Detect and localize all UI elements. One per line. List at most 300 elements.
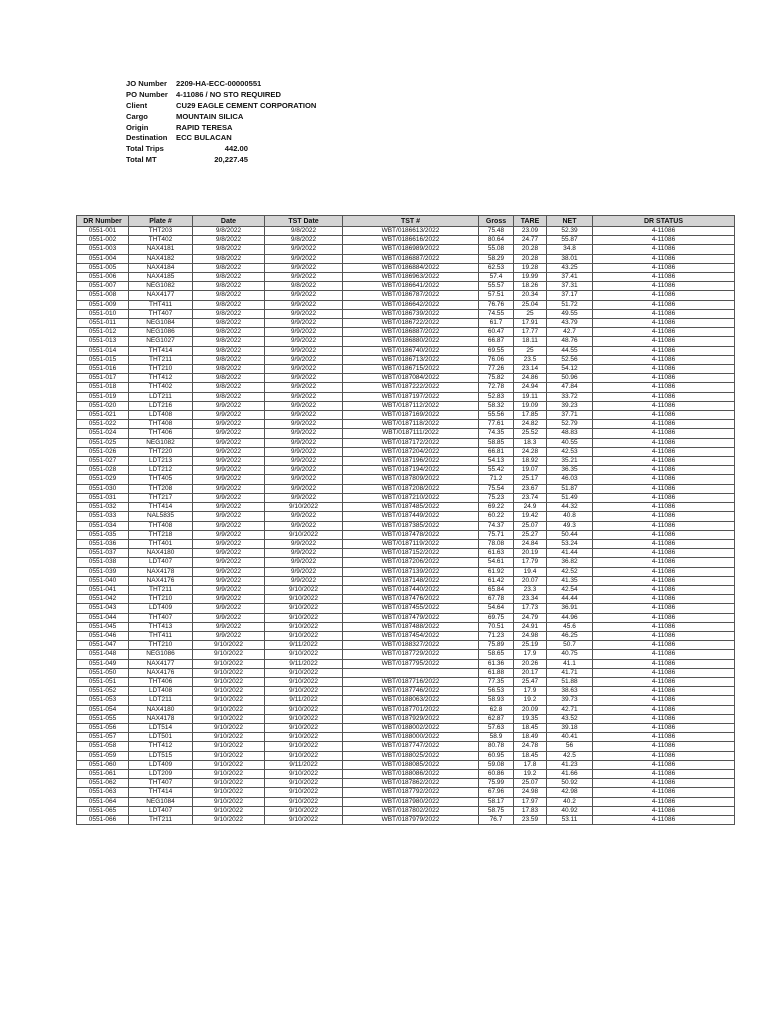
table-cell: 60.95 xyxy=(479,751,514,760)
table-cell: 23.74 xyxy=(514,493,547,502)
summary-label: Destination xyxy=(126,133,168,143)
table-cell: 0551-044 xyxy=(77,613,129,622)
table-cell: 57.4 xyxy=(479,273,514,282)
table-cell: 40.2 xyxy=(547,797,593,806)
table-cell: WBT/0186641/2022 xyxy=(343,282,479,291)
table-cell: 9/8/2022 xyxy=(193,355,265,364)
table-cell: WBT/0186963/2022 xyxy=(343,273,479,282)
table-cell: 42.53 xyxy=(547,447,593,456)
table-cell: 23.3 xyxy=(514,585,547,594)
column-header: TST # xyxy=(343,216,479,227)
table-row xyxy=(77,521,735,530)
column-header: TST Date xyxy=(265,216,343,227)
table-cell: 9/9/2022 xyxy=(193,576,265,585)
table-cell: LDT212 xyxy=(129,466,193,475)
table-cell: 4-11086 xyxy=(593,641,735,650)
table-cell: 0551-016 xyxy=(77,365,129,374)
table-cell: THT408 xyxy=(129,521,193,530)
table-cell: 17.85 xyxy=(514,411,547,420)
table-cell: 45.6 xyxy=(547,622,593,631)
table-cell: WBT/0187222/2022 xyxy=(343,383,479,392)
table-cell: 48.83 xyxy=(547,429,593,438)
table-cell: WBT/0187084/2022 xyxy=(343,374,479,383)
table-cell: 9/10/2022 xyxy=(193,769,265,778)
table-row xyxy=(77,723,735,732)
summary-value: MOUNTAIN SILICA xyxy=(176,111,244,121)
table-cell: 23.09 xyxy=(514,227,547,236)
table-cell: 25.04 xyxy=(514,300,547,309)
table-cell: 35.21 xyxy=(547,457,593,466)
table-cell: 9/9/2022 xyxy=(265,576,343,585)
table-cell: 9/8/2022 xyxy=(193,245,265,254)
table-cell: 9/9/2022 xyxy=(265,549,343,558)
table-cell: THT217 xyxy=(129,493,193,502)
table-cell: 9/10/2022 xyxy=(193,696,265,705)
table-cell: 44.32 xyxy=(547,503,593,512)
table-cell: 9/9/2022 xyxy=(193,420,265,429)
table-cell: 51.49 xyxy=(547,493,593,502)
table-row xyxy=(77,392,735,401)
table-cell: 4-11086 xyxy=(593,797,735,806)
table-cell: 37.31 xyxy=(547,282,593,291)
table-cell: 9/8/2022 xyxy=(193,236,265,245)
table-cell: 61.63 xyxy=(479,549,514,558)
table-cell: WBT/0187118/2022 xyxy=(343,420,479,429)
table-cell: 9/10/2022 xyxy=(193,659,265,668)
table-cell: THT210 xyxy=(129,641,193,650)
table-cell: 80.78 xyxy=(479,742,514,751)
table-cell: 38.01 xyxy=(547,254,593,263)
table-cell: 9/11/2022 xyxy=(265,641,343,650)
table-cell: WBT/0186739/2022 xyxy=(343,309,479,318)
table-cell: 9/9/2022 xyxy=(193,631,265,640)
table-cell: 0551-017 xyxy=(77,374,129,383)
table-cell: 48.76 xyxy=(547,337,593,346)
table-cell: THT220 xyxy=(129,447,193,456)
table-cell: 41.71 xyxy=(547,668,593,677)
table-cell: WBT/0186713/2022 xyxy=(343,355,479,364)
table-cell: 70.51 xyxy=(479,622,514,631)
table-cell: THT402 xyxy=(129,383,193,392)
table-row xyxy=(77,585,735,594)
table-cell: 4-11086 xyxy=(593,585,735,594)
table-cell: 43.79 xyxy=(547,319,593,328)
table-cell: THT414 xyxy=(129,346,193,355)
table-cell: 69.22 xyxy=(479,503,514,512)
table-cell: 9/10/2022 xyxy=(193,751,265,760)
table-cell: NEG1086 xyxy=(129,328,193,337)
table-cell: 56 xyxy=(547,742,593,751)
table-cell: 17.79 xyxy=(514,558,547,567)
table-cell: THT412 xyxy=(129,742,193,751)
table-row xyxy=(77,558,735,567)
table-cell: 0551-010 xyxy=(77,309,129,318)
table-cell: 0551-048 xyxy=(77,650,129,659)
table-cell: 41.1 xyxy=(547,659,593,668)
table-cell: 4-11086 xyxy=(593,723,735,732)
table-row xyxy=(77,254,735,263)
table-cell: WBT/0187197/2022 xyxy=(343,392,479,401)
table-cell: 9/9/2022 xyxy=(193,457,265,466)
table-cell: 9/9/2022 xyxy=(265,447,343,456)
table-cell: 9/8/2022 xyxy=(193,309,265,318)
table-cell: 0551-042 xyxy=(77,595,129,604)
table-row xyxy=(77,687,735,696)
table-cell: 4-11086 xyxy=(593,650,735,659)
table-cell: 0551-064 xyxy=(77,797,129,806)
table-cell: LDT209 xyxy=(129,769,193,778)
summary-row xyxy=(126,155,316,166)
table-cell: 9/9/2022 xyxy=(265,539,343,548)
table-cell: WBT/0186616/2022 xyxy=(343,236,479,245)
table-cell: 47.84 xyxy=(547,383,593,392)
table-cell: 58.85 xyxy=(479,438,514,447)
table-cell: 25.07 xyxy=(514,779,547,788)
table-cell: 9/10/2022 xyxy=(265,604,343,613)
table-cell: 9/10/2022 xyxy=(265,733,343,742)
table-cell: 4-11086 xyxy=(593,309,735,318)
table-cell: 41.44 xyxy=(547,549,593,558)
table-cell: 9/9/2022 xyxy=(193,429,265,438)
table-cell: 4-11086 xyxy=(593,539,735,548)
table-cell: 4-11086 xyxy=(593,530,735,539)
table-cell: 0551-006 xyxy=(77,273,129,282)
table-cell: 25.52 xyxy=(514,429,547,438)
table-cell: 4-11086 xyxy=(593,457,735,466)
table-cell: 0551-043 xyxy=(77,604,129,613)
table-cell: THT210 xyxy=(129,595,193,604)
table-row xyxy=(77,273,735,282)
table-cell: 0551-050 xyxy=(77,668,129,677)
table-cell: 9/9/2022 xyxy=(265,337,343,346)
table-cell: 9/9/2022 xyxy=(265,328,343,337)
table-row xyxy=(77,291,735,300)
table-cell: 0551-025 xyxy=(77,438,129,447)
table-cell: WBT/0187747/2022 xyxy=(343,742,479,751)
table-cell: 4-11086 xyxy=(593,788,735,797)
table-cell: WBT/0187488/2022 xyxy=(343,622,479,631)
table-cell: WBT/0188063/2022 xyxy=(343,696,479,705)
table-cell: 20.28 xyxy=(514,254,547,263)
table-cell: 0551-062 xyxy=(77,779,129,788)
table-cell: LDT407 xyxy=(129,806,193,815)
table-cell: 23.59 xyxy=(514,816,547,825)
table-cell: 61.7 xyxy=(479,319,514,328)
table-cell: LDT213 xyxy=(129,457,193,466)
table-cell: WBT/0186642/2022 xyxy=(343,300,479,309)
table-cell: LDT407 xyxy=(129,558,193,567)
summary-value: ECC BULACAN xyxy=(176,133,232,143)
table-cell: 9/9/2022 xyxy=(265,475,343,484)
table-cell: 9/10/2022 xyxy=(265,751,343,760)
table-cell: 9/9/2022 xyxy=(265,355,343,364)
summary-row xyxy=(126,112,316,123)
table-cell: NEG1027 xyxy=(129,337,193,346)
table-cell: WBT/0187148/2022 xyxy=(343,576,479,585)
table-row xyxy=(77,438,735,447)
table-cell: 19.42 xyxy=(514,512,547,521)
table-cell: 9/9/2022 xyxy=(193,484,265,493)
table-cell: 0551-027 xyxy=(77,457,129,466)
table-cell: 51.72 xyxy=(547,300,593,309)
table-cell: 9/9/2022 xyxy=(265,309,343,318)
table-cell: 52.39 xyxy=(547,227,593,236)
table-cell: 4-11086 xyxy=(593,622,735,631)
table-cell: 38.63 xyxy=(547,687,593,696)
table-cell: 4-11086 xyxy=(593,365,735,374)
table-cell: 24.94 xyxy=(514,383,547,392)
table-cell: WBT/0187152/2022 xyxy=(343,549,479,558)
table-cell: 54.13 xyxy=(479,457,514,466)
table-cell: THT411 xyxy=(129,631,193,640)
table-cell: 0551-009 xyxy=(77,300,129,309)
table-cell: 0551-061 xyxy=(77,769,129,778)
table-header xyxy=(77,216,735,227)
table-cell: 9/10/2022 xyxy=(193,641,265,650)
table-cell: LDT409 xyxy=(129,760,193,769)
table-cell: 71.2 xyxy=(479,475,514,484)
table-cell: 9/9/2022 xyxy=(193,613,265,622)
table-cell: 4-11086 xyxy=(593,282,735,291)
table-cell: 41.35 xyxy=(547,576,593,585)
table-cell: 19.11 xyxy=(514,392,547,401)
table-cell: 4-11086 xyxy=(593,659,735,668)
table-cell: NAX4176 xyxy=(129,576,193,585)
table-cell: 20.34 xyxy=(514,291,547,300)
table-row xyxy=(77,346,735,355)
table-cell: 0551-046 xyxy=(77,631,129,640)
table-cell: 9/8/2022 xyxy=(193,337,265,346)
table-row xyxy=(77,631,735,640)
table-cell: 4-11086 xyxy=(593,742,735,751)
table-cell: WBT/0187440/2022 xyxy=(343,585,479,594)
table-cell: 0551-056 xyxy=(77,723,129,732)
table-cell: NAX4181 xyxy=(129,245,193,254)
table-cell: 4-11086 xyxy=(593,503,735,512)
table-cell: 74.35 xyxy=(479,429,514,438)
table-cell: 43.25 xyxy=(547,263,593,272)
table-cell: 9/9/2022 xyxy=(193,512,265,521)
table-cell: 17.8 xyxy=(514,760,547,769)
table-cell: NAX4180 xyxy=(129,705,193,714)
table-cell: 0551-008 xyxy=(77,291,129,300)
table-cell: 9/9/2022 xyxy=(265,466,343,475)
table-row xyxy=(77,742,735,751)
table-cell: WBT/0186887/2022 xyxy=(343,328,479,337)
table-cell: 9/9/2022 xyxy=(265,383,343,392)
table-cell: 0551-015 xyxy=(77,355,129,364)
table-cell: 74.37 xyxy=(479,521,514,530)
table-cell: 4-11086 xyxy=(593,447,735,456)
table-cell: 9/9/2022 xyxy=(265,273,343,282)
table-row xyxy=(77,309,735,318)
table-cell: 67.78 xyxy=(479,595,514,604)
table-cell: 9/9/2022 xyxy=(265,291,343,300)
table-cell: 9/9/2022 xyxy=(265,429,343,438)
table-cell: WBT/0187194/2022 xyxy=(343,466,479,475)
table-cell: THT218 xyxy=(129,530,193,539)
table-cell: 9/9/2022 xyxy=(265,457,343,466)
table-cell: 0551-007 xyxy=(77,282,129,291)
table-cell: THT412 xyxy=(129,374,193,383)
table-cell: THT407 xyxy=(129,779,193,788)
table-cell: NAX4177 xyxy=(129,291,193,300)
table-cell: 52.79 xyxy=(547,420,593,429)
table-cell: 19.2 xyxy=(514,769,547,778)
table-cell: 9/11/2022 xyxy=(265,696,343,705)
table-cell: 0551-049 xyxy=(77,659,129,668)
table-cell: THT402 xyxy=(129,236,193,245)
table-cell: THT406 xyxy=(129,677,193,686)
table-cell: WBT/0187802/2022 xyxy=(343,806,479,815)
table-cell: 18.49 xyxy=(514,733,547,742)
table-cell: 9/8/2022 xyxy=(193,227,265,236)
table-cell: 4-11086 xyxy=(593,374,735,383)
table-cell: NAL5835 xyxy=(129,512,193,521)
table-cell: 0551-055 xyxy=(77,714,129,723)
table-cell: 9/9/2022 xyxy=(265,254,343,263)
table-cell: WBT/0188086/2022 xyxy=(343,769,479,778)
table-cell: WBT/0187479/2022 xyxy=(343,613,479,622)
table-cell: 9/10/2022 xyxy=(265,668,343,677)
table-cell: 0551-022 xyxy=(77,420,129,429)
table-cell: 24.77 xyxy=(514,236,547,245)
table-cell: 4-11086 xyxy=(593,420,735,429)
table-cell: 9/9/2022 xyxy=(193,411,265,420)
table-cell: 75.48 xyxy=(479,227,514,236)
table-cell: 9/10/2022 xyxy=(193,677,265,686)
table-cell: 9/9/2022 xyxy=(193,530,265,539)
table-row xyxy=(77,751,735,760)
table-cell: 4-11086 xyxy=(593,319,735,328)
table-cell: 65.84 xyxy=(479,585,514,594)
table-cell: 9/9/2022 xyxy=(193,604,265,613)
table-row xyxy=(77,383,735,392)
table-cell: 50.92 xyxy=(547,779,593,788)
table-cell: 9/11/2022 xyxy=(265,760,343,769)
table-cell: 62.8 xyxy=(479,705,514,714)
table-cell: 9/9/2022 xyxy=(193,585,265,594)
table-cell: 54.64 xyxy=(479,604,514,613)
table-cell: THT413 xyxy=(129,622,193,631)
table-cell: 9/8/2022 xyxy=(193,328,265,337)
table-cell: 72.78 xyxy=(479,383,514,392)
table-row xyxy=(77,539,735,548)
table-row xyxy=(77,227,735,236)
table-cell: 20.17 xyxy=(514,668,547,677)
table-cell: WBT/0187485/2022 xyxy=(343,503,479,512)
table-cell: 9/10/2022 xyxy=(193,723,265,732)
table-cell: 9/9/2022 xyxy=(193,475,265,484)
table-cell: 9/9/2022 xyxy=(265,245,343,254)
summary-label: Cargo xyxy=(126,111,148,121)
table-cell: 17.91 xyxy=(514,319,547,328)
table-cell: 46.03 xyxy=(547,475,593,484)
table-row xyxy=(77,319,735,328)
table-cell: 9/9/2022 xyxy=(193,549,265,558)
table-cell: 61.36 xyxy=(479,659,514,668)
table-cell: 42.71 xyxy=(547,705,593,714)
table-row xyxy=(77,797,735,806)
table-cell: WBT/0187795/2022 xyxy=(343,659,479,668)
table-cell: THT405 xyxy=(129,475,193,484)
table-cell: 0551-053 xyxy=(77,696,129,705)
table-cell: 37.71 xyxy=(547,411,593,420)
table-cell: WBT/0186989/2022 xyxy=(343,245,479,254)
table-cell: 55.87 xyxy=(547,236,593,245)
table-row xyxy=(77,567,735,576)
table-cell: WBT/0186722/2022 xyxy=(343,319,479,328)
table-cell: 24.98 xyxy=(514,631,547,640)
table-cell: 49.3 xyxy=(547,521,593,530)
table-cell: 4-11086 xyxy=(593,567,735,576)
table-cell: 24.91 xyxy=(514,622,547,631)
table-cell: 9/10/2022 xyxy=(193,687,265,696)
table-cell: 9/9/2022 xyxy=(265,438,343,447)
table-row xyxy=(77,733,735,742)
table-row xyxy=(77,650,735,659)
table-cell: 24.86 xyxy=(514,374,547,383)
summary-row xyxy=(126,101,316,112)
table-cell: 0551-038 xyxy=(77,558,129,567)
table-row xyxy=(77,769,735,778)
table-cell: 25 xyxy=(514,309,547,318)
table-cell: LDT408 xyxy=(129,411,193,420)
table-cell: 25.17 xyxy=(514,475,547,484)
table-cell: 57.63 xyxy=(479,723,514,732)
table-cell: WBT/0186613/2022 xyxy=(343,227,479,236)
summary-label: JO Number xyxy=(126,79,167,88)
table-cell: WBT/0187746/2022 xyxy=(343,687,479,696)
summary-value: 442.00 xyxy=(224,144,248,154)
table-cell: 4-11086 xyxy=(593,484,735,493)
table-row xyxy=(77,714,735,723)
table-cell: NAX4178 xyxy=(129,567,193,576)
table-cell: WBT/0187980/2022 xyxy=(343,797,479,806)
table-cell: 0551-032 xyxy=(77,503,129,512)
table-cell: 9/10/2022 xyxy=(265,769,343,778)
table-cell: WBT/0186887/2022 xyxy=(343,254,479,263)
table-cell: 0551-054 xyxy=(77,705,129,714)
table-cell: 55.56 xyxy=(479,411,514,420)
table-cell: 18.3 xyxy=(514,438,547,447)
table-cell: WBT/0187729/2022 xyxy=(343,650,479,659)
table-cell: 9/9/2022 xyxy=(265,411,343,420)
table-cell: 75.89 xyxy=(479,641,514,650)
table-cell: WBT/0186787/2022 xyxy=(343,291,479,300)
table-cell: 20.26 xyxy=(514,659,547,668)
table-cell: 0551-059 xyxy=(77,751,129,760)
summary-row xyxy=(126,79,316,90)
table-cell: 9/10/2022 xyxy=(265,622,343,631)
table-cell: 9/9/2022 xyxy=(193,401,265,410)
table-cell: 4-11086 xyxy=(593,760,735,769)
table-cell: 50.96 xyxy=(547,374,593,383)
table-cell: THT411 xyxy=(129,300,193,309)
table-cell: 9/9/2022 xyxy=(193,503,265,512)
summary-value: 2209-HA-ECC-00000551 xyxy=(176,79,262,88)
table-cell: 44.96 xyxy=(547,613,593,622)
table-cell: 66.87 xyxy=(479,337,514,346)
table-cell: 9/10/2022 xyxy=(193,742,265,751)
table-cell: NEG1084 xyxy=(129,319,193,328)
table-cell: WBT/0186740/2022 xyxy=(343,346,479,355)
table-cell: 9/9/2022 xyxy=(265,484,343,493)
table-cell: 0551-026 xyxy=(77,447,129,456)
table-cell: 4-11086 xyxy=(593,816,735,825)
table-cell: 77.26 xyxy=(479,365,514,374)
table-cell: 4-11086 xyxy=(593,236,735,245)
